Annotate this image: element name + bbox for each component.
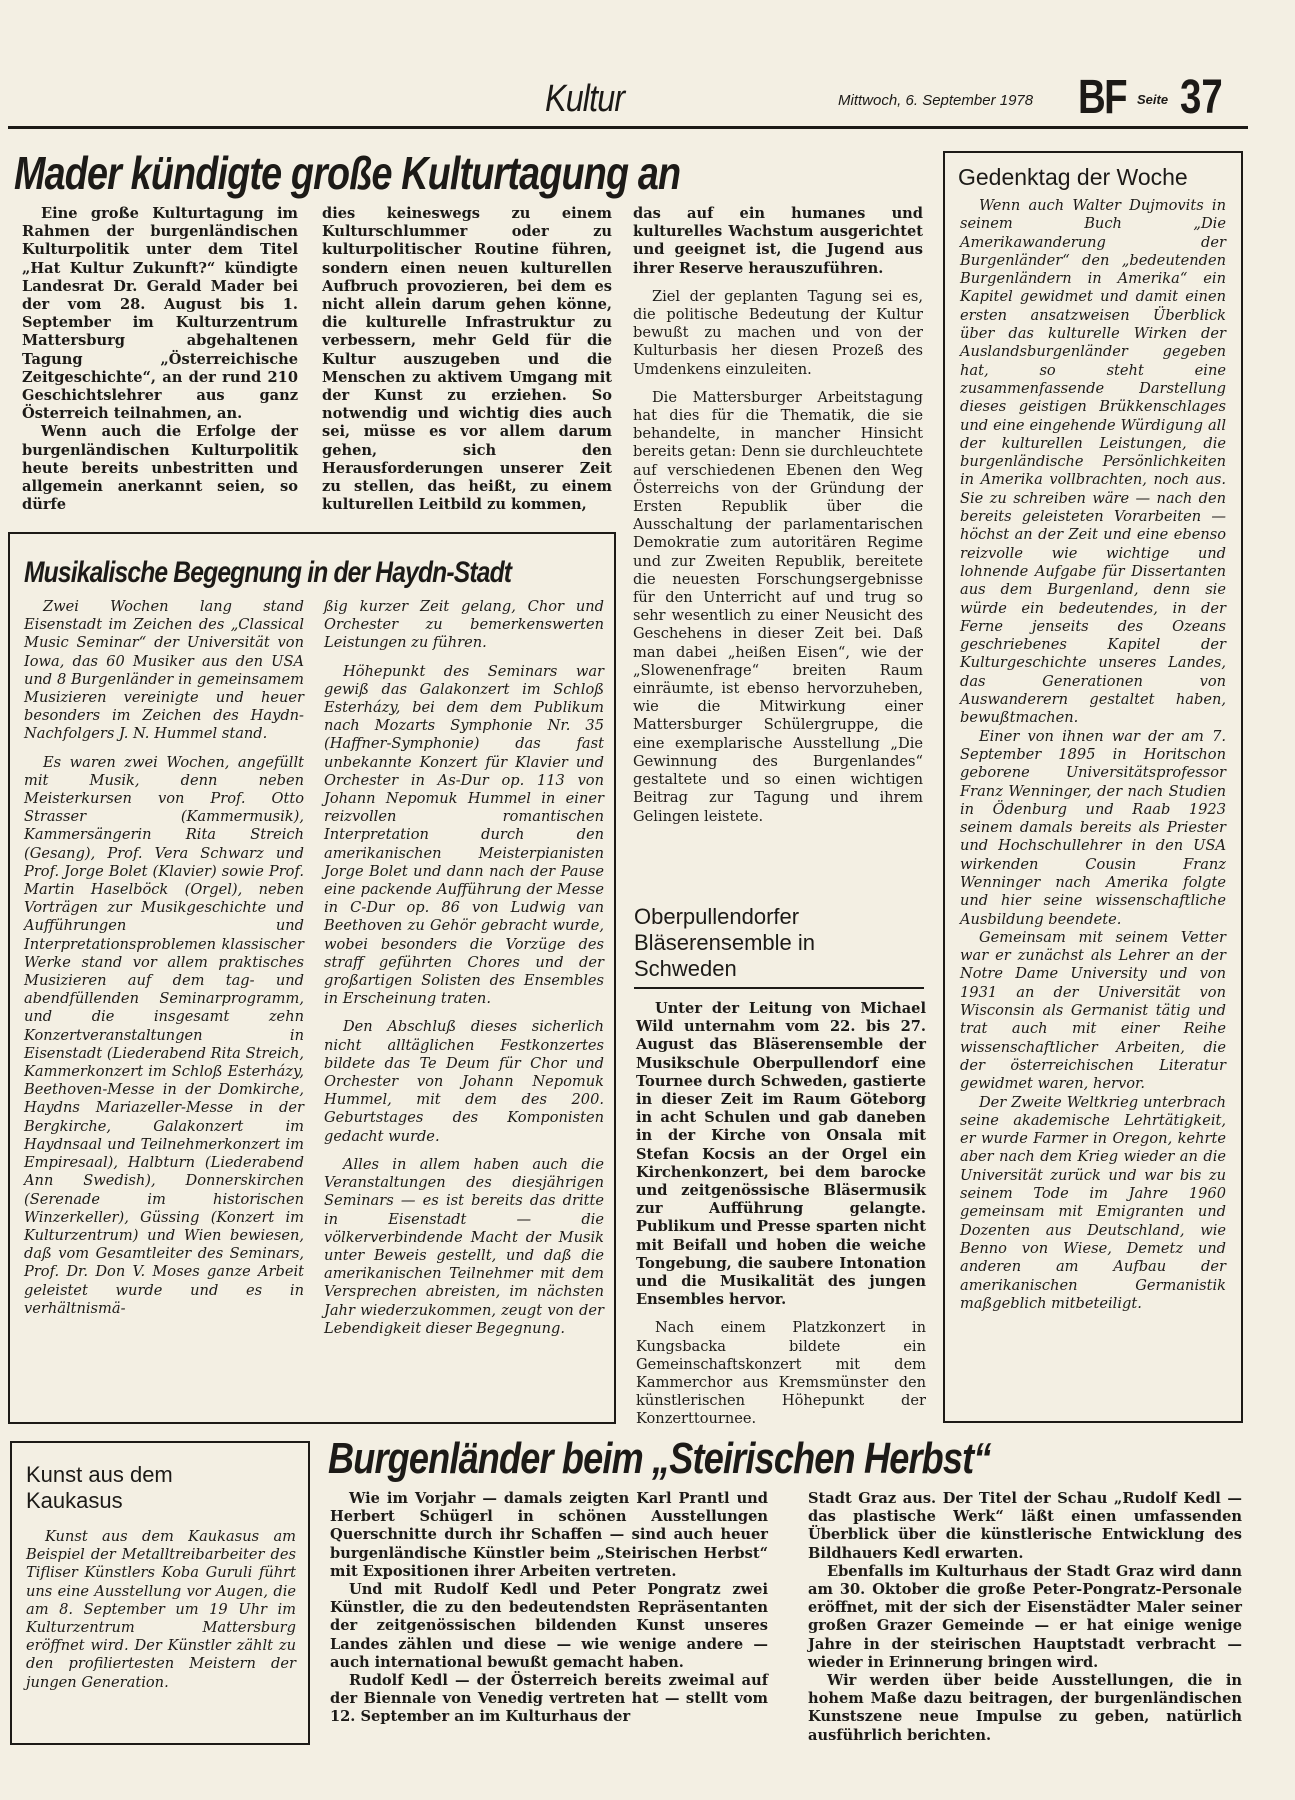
mader-col-3: [633, 205, 923, 826]
paragraph: Zwei Wochen lang stand Eisenstadt im Zeichen des „Classical Music Seminar“ der Universität von Iowa, das 60 Musiker aus den USA und 8 Burgenländer in gemeinsamem Musizieren vereinigte und heuer besonders im Zeichen des Haydn-Nachfolgers J. N. Hummel stand.: [24, 598, 304, 743]
mader-col-2: [322, 205, 612, 514]
haydn-col-2: [324, 598, 604, 1338]
paragraph: dies keineswegs zu einem Kulturschlummer oder zu kulturpolitischer Routine führen, sondern einen neuen kulturellen Aufbruch provozieren, bei dem es nicht allein darum gehen könne, die kulturelle Infrastruktur zu verbessern, mehr Geld für die Kultur auszugeben und die Menschen zu aktivem Umgang mit der Kunst zu erziehen. So notwendig und wichtig dies auch sei, müsse es vor allem darum gehen, sich den Herausforderungen unserer Zeit zu stellen, das heißt, zu einem kulturellen Leitbild zu kommen,: [322, 205, 612, 514]
page-number: 37: [1180, 71, 1223, 124]
paragraph: ßig kurzer Zeit gelang, Chor und Orchester zu bemerkenswerten Leistungen zu führen.: [324, 598, 604, 652]
schweden-rule: [634, 987, 924, 989]
paragraph: Ziel der geplanten Tagung sei es, die politische Bedeutung der Kultur bewußt zu machen und von der Kulturbasis her diesen Prozeß des Umdenkens einzuleiten.: [633, 287, 923, 378]
gedenktag-headline: Gedenktag der Woche: [958, 164, 1188, 190]
headline-mader: Mader kündigte große Kulturtagung an: [14, 147, 681, 199]
paragraph: Ebenfalls im Kulturhaus der Stadt Graz wird dann am 30. Oktober die große Peter-Pongratz-Personale eröffnet, mit der sich der Eisenstädter Maler seiner großen Grazer Gemeinde — er hat einige wenige Jahre in der steirischen Hauptstadt verbracht — wieder in Erinnerung bringen wird.: [808, 1562, 1242, 1671]
paragraph: Rudolf Kedl — der Österreich bereits zweimal auf der Biennale von Venedig vertreten hat — stellt vom 12. September an im Kulturhaus der: [330, 1672, 768, 1726]
schweden-headline: Oberpullendorfer Bläserensemble in Schweden: [634, 904, 815, 981]
paragraph: Einer von ihnen war der am 7. September 1895 in Horitschon geborene Universitätsprofessor Franz Wenninger, der nach Studien in Ödenburg und Raab 1923 seinem damals bereits als Priester und Hochschullehrer in den USA wirkenden Cousin Franz Wenninger nach Amerika folgte und hier seine wissenschaftliche Ausbildung beendete.: [960, 727, 1226, 928]
gedenktag-body: [960, 197, 1226, 1313]
paragraph: Nach einem Platzkonzert in Kungsbacka bildete ein Gemeinschaftskonzert mit dem Kammerchor aus Kremsmünster den künstlerischen Höhepunkt der Konzerttournee.: [636, 1319, 926, 1428]
issue-date: Mittwoch, 6. September 1978: [838, 92, 1034, 109]
kaukasus-body: [26, 1528, 296, 1692]
paragraph: Wir werden über beide Ausstellungen, die in hohem Maße dazu beitragen, der burgenländischen Kunstszene neue Impulse zu geben, natürlich ausführlich berichten.: [808, 1672, 1242, 1744]
paragraph: Unter der Leitung von Michael Wild unternahm vom 22. bis 27. August das Bläserensemble der Musikschule Oberpullendorf eine Tournee durch Schweden, gastierte in dieser Zeit im Raum Göteborg in acht Schulen und gab daneben in der Kirche von Onsala mit Stefan Kocsis an der Orgel ein Kirchenkonzert, bei dem barocke und zeitgenössische Bläsermusik zur Aufführung gelangte. Publikum und Presse sparten nicht mit Beifall und hoben die weiche Tongebung, die saubere Intonation und die Musikalität des jungen Ensembles hervor.: [636, 1000, 926, 1309]
herbst-col-1: [330, 1490, 768, 1727]
paragraph: Wenn auch Walter Dujmovits in seinem Buch „Die Amerikawanderung der Burgenländer“ den „bedeutenden Burgenländern in Amerika“ ein Kapitel gewidmet und damit einen ersten ansatzweisen Überblick über das kulturelle Wirken der Auslandsburgenländer gegeben hat, so steht eine zusammenfassende Darstellung dieses geistigen Brükkenschlages und eine eingehende Würdigung all der kulturellen Leistungen, die burgenländische Persönlichkeiten in Amerika vollbrachten, noch aus. Sie zu schreiben wäre — nach den bereits geleisteten Vorarbeiten — höchst an der Zeit und eine ebenso reizvolle wie wichtige und lohnende Aufgabe für Dissertanten aus dem Burgenland, denn sie würde ein bedeutendes, in der Ferne jenseits des Ozeans geschriebenes Kapitel der Kulturgeschichte unseres Landes, das Generationen von Auswanderern gestaltet haben, bewußtmachen.: [960, 197, 1226, 727]
paragraph: Die Mattersburger Arbeitstagung hat dies für die Thematik, die sie behandelte, in mancher Hinsicht bereits getan: Denn sie durchleuchtete auf verschiedenen Ebenen den Weg Österreichs von der Gründung der Ersten Republik über die Ausschaltung der parlamentarischen Demokratie zum autoritären Regime und zur Zweiten Republik, bereitete die neuesten Forschungsergebnisse für den Unterricht auf und trug so sehr wesentlich zu einer Neusicht des Geschehens in dieser Zeit bei. Daß man dabei „heißen Eisen“, wie der „Slowenenfrage“ breiten Raum einräumte, ist ebenso hervorzuheben, wie die Mitwirkung einer Mattersburger Schülergruppe, die eine exemplarische Ausstellung „Die Gewinnung des Burgenlandes“ gestaltete und so einen wichtigen Beitrag zur Tagung und ihrem Gelingen leistete.: [633, 388, 923, 825]
masthead-rule: [8, 126, 1248, 129]
paragraph: Eine große Kulturtagung im Rahmen der burgenländischen Kulturpolitik unter dem Titel „Hat Kultur Zukunft?“ kündigte Landesrat Dr. Gerald Mader bei der vom 28. August bis 1. September im Kulturzentrum Mattersburg abgehaltenen Tagung „Österreichische Zeitgeschichte“, an der rund 210 Geschichtslehrer aus ganz Österreich teilnahmen, an.: [22, 205, 298, 423]
paragraph: das auf ein humanes und kulturelles Wachstum ausgerichtet und geeignet ist, die Jugend aus ihrer Reserve herauszuführen.: [633, 205, 923, 277]
paragraph: Gemeinsam mit seinem Vetter war er zunächst als Lehrer an der Notre Dame University und von 1931 an der Universität von Wisconsin als Germanist tätig und trat auch mit einer Reihe wissenschaftlicher Arbeiten, die der österreichischen Literatur gewidmet waren, hervor.: [960, 928, 1226, 1093]
paper-logo: BF: [1078, 71, 1126, 124]
paragraph: Höhepunkt des Seminars war gewiß das Galakonzert im Schloß Esterházy, bei dem dem Publikum nach Mozarts Symphonie Nr. 35 (Haffner-Symphonie) das fast unbekannte Konzert für Klavier und Orchester in As-Dur op. 113 von Johann Nepomuk Hummel in einer reizvollen romantischen Interpretation durch den amerikanischen Meisterpianisten Jorge Bolet und dann nach der Pause eine packende Aufführung der Messe in C-Dur op. 86 von Ludwig van Beethoven zu Gehör gebracht wurde, wobei besonders die Vorzüge des straff geführten Chores und der großartigen Solisten des Ensembles in Erscheinung traten.: [324, 662, 604, 1008]
paragraph: Stadt Graz aus. Der Titel der Schau „Rudolf Kedl — das plastische Werk“ läßt einen umfassenden Überblick über die künstlerische Entwicklung des Bildhauers Kedl erwarten.: [808, 1490, 1242, 1562]
paragraph: Wie im Vorjahr — damals zeigten Karl Prantl und Herbert Schügerl in schönen Ausstellungen Querschnitte durch ihr Schaffen — sind auch heuer burgenländische Künstler beim „Steirischen Herbst“ mit Expositionen ihrer Arbeiten vertreten.: [330, 1490, 768, 1580]
schweden-body: [636, 1000, 926, 1429]
page-label: Seite: [1137, 92, 1169, 107]
mader-col-1: [22, 205, 298, 514]
herbst-col-2: [808, 1490, 1242, 1745]
paragraph: Und mit Rudolf Kedl und Peter Pongratz zwei Künstler, die zu den bedeutendsten Repräsentanten der zeitgenössischen bildenden Kunst unseres Landes zählen und diese — wie wenige andere — auch international bewußt gemacht haben.: [330, 1581, 768, 1671]
paragraph: Der Zweite Weltkrieg unterbrach seine akademische Lehrtätigkeit, er wurde Farmer in Oregon, kehrte aber nach dem Krieg wieder an die Universität zurück und war bis zu seinem Tode im Jahre 1960 gemeinsam mit Emigranten und Dozenten aus Deutschland, wie Benno von Wiese, Demetz und anderen am Aufbau der amerikanischen Germanistik maßgeblich mitbeteiligt.: [960, 1093, 1226, 1312]
paragraph: Es waren zwei Wochen, angefüllt mit Musik, denn neben Meisterkursen von Prof. Otto Strasser (Kammermusik), Kammersängerin Rita Streich (Gesang), Prof. Vera Schwarz und Prof. Jorge Bolet (Klavier) sowie Prof. Martin Haselböck (Orgel), neben Vorträgen zur Musikgeschichte und Aufführungen und Interpretationsproblemen klassischer Werke stand vor allem praktisches Musizieren auf dem tag- und abendfüllenden Seminarprogramm, und die insgesamt zehn Konzertveranstaltungen in Eisenstadt (Liederabend Rita Streich, Kammerkonzert im Schloß Esterházy, Beethoven-Messe in der Domkirche, Haydns Mariazeller-Messe in der Bergkirche, Galakonzert im Haydnsaal und Teilnehmerkonzert im Empiresaal), Halbturn (Liederabend Ann Swedish), Donnerskirchen (Serenade im historischen Winzerkeller), Güssing (Konzert im Kulturzentrum) und Wien bewiesen, daß vom Gesamtleiter des Seminars, Prof. Dr. Don V. Moses ganze Arbeit geleistet wurde und es in verhältnismä-: [24, 753, 304, 1317]
section-title: Kultur: [545, 78, 625, 120]
headline-haydn: Musikalische Begegnung in der Haydn-Stadt: [24, 556, 512, 589]
haydn-col-1: [24, 598, 304, 1318]
paragraph: Den Abschluß dieses sicherlich nicht alltäglichen Festkonzertes bildete das Te Deum für Chor und Orchester von Johann Nepomuk Hummel, mit dem des 200. Geburtstages des Komponisten gedacht wurde.: [324, 1018, 604, 1145]
paragraph: Kunst aus dem Kaukasus am Beispiel der Metalltreibarbeiter des Tifliser Künstlers Koba Guruli führt uns eine Ausstellung vor Augen, die am 8. September um 19 Uhr im Kulturzentrum Mattersburg eröffnet wird. Der Künstler zählt zu den profiliertesten Meistern der jungen Generation.: [26, 1528, 296, 1691]
headline-herbst: Burgenländer beim „Steirischen Herbst“: [328, 1434, 991, 1483]
kaukasus-headline: Kunst aus dem Kaukasus: [26, 1462, 173, 1513]
paragraph: Alles in allem haben auch die Veranstaltungen des diesjährigen Seminars — es ist bereits das dritte in Eisenstadt — die völkerverbindende Macht der Musik unter Beweis gestellt, und daß die amerikanischen Teilnehmer mit dem Versprechen abreisten, im nächsten Jahr wiederzukommen, zeugt von der Lebendigkeit dieser Begegnung.: [324, 1155, 604, 1337]
paragraph: Wenn auch die Erfolge der burgenländischen Kulturpolitik heute bereits unbestritten und allgemein anerkannt seien, so dürfe: [22, 423, 298, 514]
